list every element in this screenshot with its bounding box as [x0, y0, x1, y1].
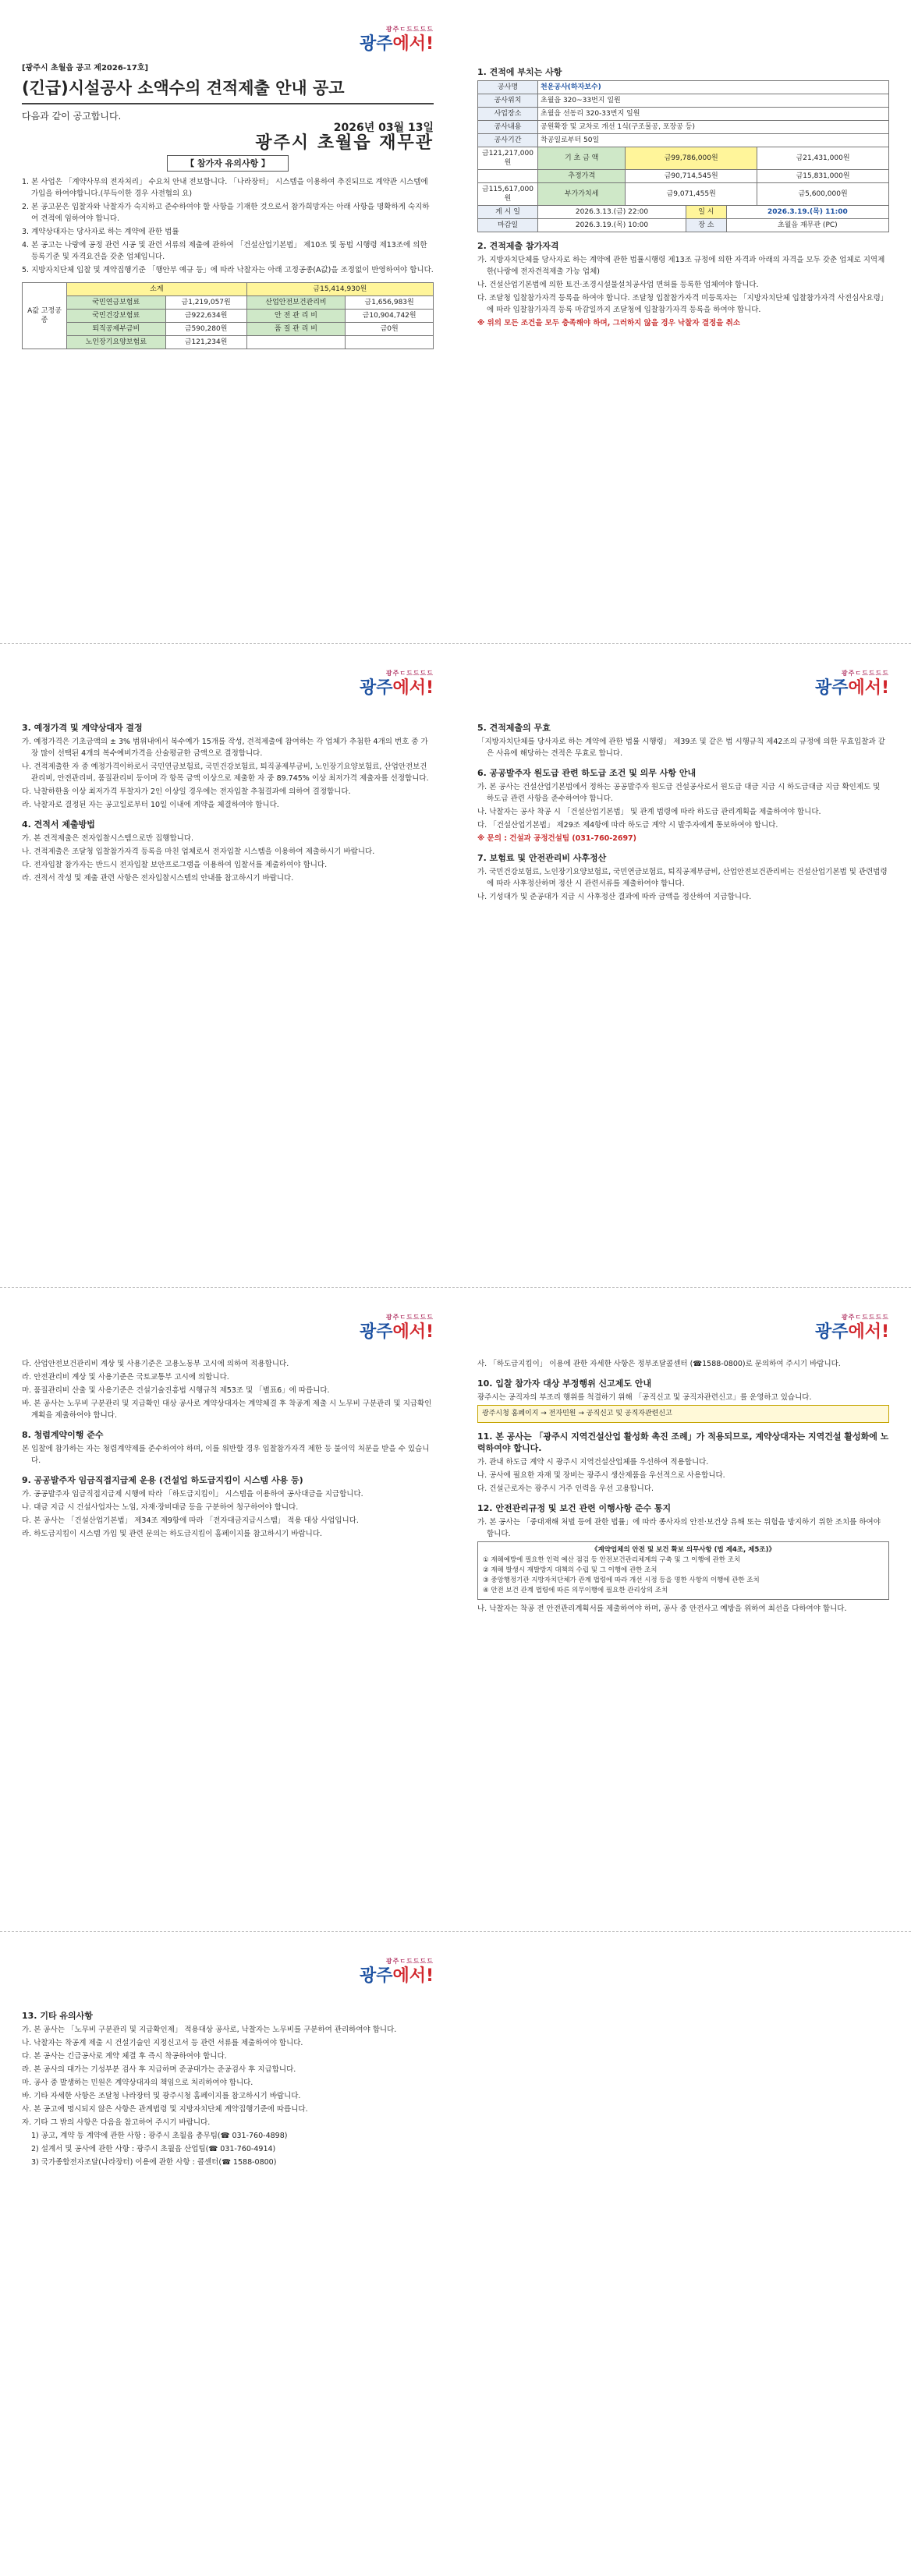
- intro-text: 다음과 같이 공고합니다.: [22, 111, 122, 122]
- project-info-table: [477, 80, 889, 147]
- brand-main-b: 에서!: [848, 1322, 889, 1342]
- brand-main-a: 광주: [814, 1322, 849, 1342]
- content-item: 다. 낙찰하한율 이상 최저가격 투찰자가 2인 이상일 경우에는 전자입찰 추첨결과에 의하여 결정합니다.: [22, 787, 351, 796]
- amount-cell: 금99,786,000원: [626, 147, 757, 170]
- content-item: 나. 대금 지급 시 건설사업자는 노임, 자재·장비대금 등을 구분하여 청구하여야 합니다.: [22, 1503, 299, 1512]
- submit-cell: 2026.3.19.(목) 11:00: [726, 206, 888, 219]
- info-key: 공사기간: [478, 134, 538, 147]
- content-item: 나. 낙찰자는 착공 전 안전관리계획서를 제출하여야 하며, 공사 중 안전사고 예방을 위하여 최선을 다하여야 합니다.: [477, 1605, 847, 1613]
- sheet-3: [0, 1288, 911, 1932]
- section-heading: 6. 공공발주자 원도급 관련 하도급 조건 및 의무 사항 안내: [477, 768, 697, 778]
- content-item: 라. 안전관리비 계상 및 사용기준은 국토교통부 고시에 의합니다.: [22, 1373, 229, 1382]
- qualification-item: 가. 지방자치단체를 당사자로 하는 계약에 관한 법률시행령 제13조 규정에 의한 자격과 아래의 자격을 모두 갖춘 업체로 지역제한(나랑에 전자견적제출 가능 업체): [477, 256, 885, 276]
- amount-cell: 금21,431,000원: [757, 147, 889, 170]
- section-heading: 2. 견적제출 참가자격: [477, 241, 559, 251]
- submit-cell: 게 시 일: [478, 206, 538, 219]
- note-item: 3. 계약상대자는 당사자로 하는 계약에 관한 법률: [22, 228, 179, 236]
- info-value: 초월읍 320~33번지 일원: [538, 94, 889, 108]
- content-item: 가. 국민건강보험료, 노인장기요양보험료, 국민연금보험료, 퇴직공제부금비, 산업안전보건관리비는 건설산업기본법 및 관련법령에 따라 사후정산하며 정산 시 관련서류를 제출하여야 합니다.: [477, 868, 888, 888]
- amount-cell: 기 초 금 액: [538, 147, 626, 170]
- safety-box-item: ③ 중앙행정기관 지방자치단체가 관계 법령에 따라 개선 시정 등을 명한 사항의 이행에 관한 조치: [483, 1576, 760, 1584]
- content-item: 가. 본 견적제출은 전자입찰시스템으로만 집행합니다.: [22, 834, 194, 843]
- submission-table: [477, 205, 889, 232]
- safety-obligations-box: [477, 1541, 889, 1600]
- cost-cell: 안 전 관 리 비: [246, 310, 346, 323]
- cost-cell: 금10,904,742원: [346, 310, 434, 323]
- content-item: 가. 본 공사는 「노무비 구분관리 및 지급확인제」 적용대상 공사로, 낙찰자는 노무비를 구분하여 관리하여야 합니다.: [22, 2026, 397, 2034]
- safety-box-item: ④ 안전 보건 관계 법령에 따른 의무이행에 필요한 관리상의 조치: [483, 1587, 668, 1594]
- issuing-org: 광주시 초월읍 재무관: [255, 133, 434, 153]
- content-item: 사. 「하도급지킴이」 이용에 관한 자세한 사항은 정부조달콜센터 (☎1588-0800)로 문의하여 주시기 바랍니다.: [477, 1360, 841, 1368]
- contact-line: 1) 공고, 계약 등 계약에 관한 사항 : 광주시 초월읍 총무팀(☎ 031-760-4898): [31, 2132, 288, 2140]
- cost-cell: 금590,280원: [165, 323, 246, 336]
- content-item: 다. 본 공사는 긴급공사로 계약 체결 후 즉시 착공하여야 합니다.: [22, 2052, 227, 2061]
- qualification-item: 나. 건설산업기본법에 의한 토건·조경시설물설치공사업 면허를 등록한 업체여야 합니다.: [477, 281, 759, 289]
- brand-main-a: 광주: [359, 678, 393, 698]
- amount-cell: 부가가치세: [538, 183, 626, 206]
- qualification-item: 다. 조달청 입찰참가자격 등록을 하여야 합니다. 조달청 입찰참가자격 미등록자는 「지방자치단체 입찰참가자격 사전심사요령」에 따라 입찰참가자격 등록 마감일까지 조달청에 입찰참가자격 등록을 하여야 합니다.: [477, 294, 888, 314]
- brand-logo: 광주ㄷ드드드드 광주에서!: [814, 1314, 889, 1342]
- amount-cell: [478, 170, 538, 183]
- sheet-1: [0, 0, 911, 644]
- section-heading: 8. 청렴계약이행 준수: [22, 1430, 104, 1440]
- content-item: 나. 견적제출은 조달청 입찰참가자격 등록을 마친 업체로서 전자입찰 시스템을 이용하여 제출하시기 바랍니다.: [22, 847, 375, 856]
- amount-table: [477, 147, 889, 206]
- contact-line: 3) 국가종합전자조달(나라장터) 이용에 관한 사항 : 콜센터(☎ 1588-0800): [31, 2158, 277, 2167]
- content-item: 바. 본 공사는 노무비 구분관리 및 지급확인 대상 공사로 계약상대자는 계약체결 후 착공계 제출 시 노무비 구분관리 및 지급확인 계획을 제출하여야 합니다.: [22, 1399, 432, 1420]
- brand-logo: 광주ㄷ드드드드 광주에서!: [359, 1314, 434, 1342]
- section-heading: 3. 예정가격 및 계약상대자 결정: [22, 723, 143, 733]
- cost-cell: [346, 336, 434, 349]
- content-item: 가. 관내 하도급 계약 시 광주시 지역건설산업체를 우선하여 적용합니다.: [477, 1458, 709, 1467]
- safety-box-item: ① 재해예방에 필요한 인력 예산 점검 등 안전보건관리체계의 구축 및 그 이행에 관한 조치: [483, 1556, 741, 1564]
- sheet4-left-column: [0, 1932, 456, 2576]
- section-heading: 9. 공공발주자 임금직접지급제 운용 (건설업 하도급지킴이 시스템 사용 등): [22, 1475, 303, 1485]
- content-item: 가. 본 공사는 「중대재해 처벌 등에 관한 법률」에 따라 종사자의 안전·보건상 유해 또는 위험을 방지하기 위한 조치를 하여야 합니다.: [477, 1518, 881, 1538]
- sheet1-left-column: [0, 0, 456, 644]
- content-item: 가. 본 공사는 건설산업기본법에서 정하는 공공발주자 원도급 건설공사로서 원도급 대금 지급 시 하도급대금 지급 확인제도 및 하도급 관련 사항을 준수하여야 합니다.: [477, 783, 881, 803]
- amount-cell: 추정가격: [538, 170, 626, 183]
- info-key: 공사위치: [478, 94, 538, 108]
- cost-cell: 금1,656,983원: [346, 296, 434, 310]
- content-item: 나. 공사에 필요한 자재 및 장비는 광주시 생산제품을 우선적으로 사용합니다.: [477, 1471, 725, 1480]
- amount-cell: 금121,217,000원: [478, 147, 538, 170]
- brand-main-b: 에서!: [392, 34, 434, 54]
- contacts-title: 자. 기타 그 밖의 사항은 다음을 참고하여 주시기 바랍니다.: [22, 2118, 211, 2127]
- cost-cell: [246, 336, 346, 349]
- section-heading: 13. 기타 유의사항: [22, 2011, 93, 2021]
- contact-note: ※ 문의 : 건설과 공정건설팀 (031-760-2697): [477, 834, 637, 843]
- amount-cell: 금115,617,000원: [478, 183, 538, 206]
- sheet1-right-column: [456, 0, 911, 644]
- content-item: 다. 전자입찰 참가자는 반드시 전자입찰 보안프로그램을 이용하여 입찰서를 제출하여야 합니다.: [22, 861, 328, 869]
- brand-main-a: 광주: [359, 1322, 393, 1342]
- cost-cell: 국민건강보험료: [67, 310, 166, 323]
- brand-logo: 광주ㄷ드드드드 광주에서!: [359, 1958, 434, 1986]
- info-value: 초월읍 선동리 320-33번지 일원: [538, 108, 889, 121]
- safety-box-title: 《계약업체의 안전 및 보건 확보 의무사항 (법 제4조, 제5조)》: [591, 1546, 775, 1554]
- section-heading: 5. 견적제출의 무효: [477, 723, 551, 733]
- content-item: 바. 기타 자세한 사항은 조달청 나라장터 및 광주시청 홈페이지를 참고하시기 바랍니다.: [22, 2092, 301, 2100]
- section-heading: 12. 안전관리규정 및 보건 관련 이행사항 준수 통지: [477, 1503, 672, 1513]
- content-item: 「지방자치단체를 당사자로 하는 계약에 관한 법률 시행령」 제39조 및 같은 법 시행규칙 제42조의 규정에 의한 무효입찰과 같은 사유에 해당하는 견적은 무효로 합니다.: [477, 738, 885, 758]
- brand-logo: 광주ㄷ드드드드 광주에서!: [359, 26, 434, 54]
- section-heading: 11. 본 공사는 「광주시 지역건설산업 활성화 촉진 조례」가 적용되므로, 계약상대자는 지역건설 활성화에 노력하여야 합니다.: [477, 1431, 889, 1453]
- submit-cell: 2026.3.19.(목) 10:00: [538, 219, 686, 232]
- amount-cell: 금5,600,000원: [757, 183, 889, 206]
- submit-cell: 장 소: [686, 219, 727, 232]
- brand-main-b: 에서!: [392, 1966, 434, 1986]
- fixed-cost-table: [22, 282, 434, 349]
- report-link-note[interactable]: 광주시청 홈페이지 → 전자민원 → 공직신고 및 공직자관련신고: [477, 1405, 889, 1423]
- fixed-cost-label: A값 고정공종: [23, 283, 67, 349]
- info-key: 사업장소: [478, 108, 538, 121]
- cost-cell: 금1,219,057원: [165, 296, 246, 310]
- page-title: (긴급)시설공사 소액수의 견적제출 안내 공고: [22, 78, 434, 104]
- section-heading: 4. 견적서 제출방법: [22, 819, 95, 830]
- sheet-4: [0, 1932, 911, 2576]
- sheet2-left-column: [0, 644, 456, 1288]
- sheet3-right-column: [456, 1288, 911, 1932]
- submit-cell: 일 시: [686, 206, 727, 219]
- brand-logo: 광주ㄷ드드드드 광주에서!: [359, 670, 434, 698]
- content-item: 라. 하도급지킴이 시스템 가입 및 관련 문의는 하도급지킴이 홈페이지를 참고하시기 바랍니다.: [22, 1530, 322, 1538]
- brand-main-a: 광주: [359, 1966, 393, 1986]
- cost-cell: 금0원: [346, 323, 434, 336]
- submit-cell: 2026.3.13.(금) 22:00: [538, 206, 686, 219]
- sheet2-right-column: [456, 644, 911, 1288]
- info-value: 천운공사(하자보수): [538, 81, 889, 94]
- content-item: 나. 기성대가 및 준공대가 지급 시 사후정산 결과에 따라 금액을 정산하여 지급합니다.: [477, 893, 752, 901]
- brand-main-b: 에서!: [848, 678, 889, 698]
- content-item: 본 입찰에 참가하는 자는 청렴계약제를 준수하여야 하며, 이를 위반할 경우 입찰참가자격 제한 등 불이익 처분을 받을 수 있습니다.: [22, 1445, 430, 1465]
- info-key: 공사내용: [478, 121, 538, 134]
- content-item: 다. 산업안전보건관리비 계상 및 사용기준은 고용노동부 고시에 의하여 적용합니다.: [22, 1360, 289, 1368]
- content-item: 마. 공사 중 발생하는 민원은 계약상대자의 책임으로 처리하여야 합니다.: [22, 2079, 253, 2087]
- cost-subtotal-value: 금15,414,930원: [246, 283, 433, 296]
- sheet4-right-column-blank: [456, 1932, 911, 2576]
- notice-date: 2026년 03월 13일: [333, 122, 434, 134]
- warning-note: ※ 위의 모든 조건을 모두 충족해야 하며, 그러하지 않을 경우 낙찰자 결정을 취소: [477, 319, 741, 327]
- section-heading: 1. 견적에 부치는 사항: [477, 67, 562, 77]
- content-item: 나. 낙찰자는 공사 착공 시 「건설산업기본법」 및 관계 법령에 따라 하도급 관리계획을 제출하여야 합니다.: [477, 808, 821, 816]
- content-item: 마. 품질관리비 산출 및 사용기준은 건설기술진흥법 시행규칙 제53조 및 「별표6」에 따릅니다.: [22, 1386, 330, 1395]
- content-item: 나. 견적제출한 자 중 예정가격이하로서 국민연금보험료, 국민건강보험료, 퇴직공제부금비, 노인장기요양보험료, 산업안전보건관리비, 안전관리비, 품질관리비 등이며 각 항목 금액 이상으로 제출한 자 중 89.745% 이상 최저가격 제출자를 선정합니다.: [22, 763, 429, 783]
- note-item: 1. 본 사업은 「계약사무의 전자처리」 수요처 안내 전보합니다. 「나라장터」 시스템을 이용하여 추진되므로 계약관 시스템에 가입을 하여야합니다.(부득이한 경우 사전협의 요): [22, 178, 428, 198]
- submit-cell: 마감일: [478, 219, 538, 232]
- brand-logo: 광주ㄷ드드드드 광주에서!: [814, 670, 889, 698]
- cost-cell: 노인장기요양보험료: [67, 336, 166, 349]
- content-item: 다. 「건설산업기본법」 제29조 제4항에 따라 하도급 계약 시 발주자에게 통보하여야 합니다.: [477, 821, 778, 830]
- brand-main-b: 에서!: [392, 678, 434, 698]
- brand-main-a: 광주: [814, 678, 849, 698]
- cost-cell: 퇴직공제부금비: [67, 323, 166, 336]
- cost-cell: 금121,234원: [165, 336, 246, 349]
- cost-cell: 산업안전보건관리비: [246, 296, 346, 310]
- cost-cell: 금922,634원: [165, 310, 246, 323]
- content-item: 다. 본 공사는 「건설산업기본법」 제34조 제9항에 따라 「전자대금지급시스템」 적용 대상 사업입니다.: [22, 1516, 359, 1525]
- cost-cell: 국민연금보험료: [67, 296, 166, 310]
- amount-cell: 금9,071,455원: [626, 183, 757, 206]
- cost-subtotal-label: 소계: [67, 283, 247, 296]
- section-heading: 10. 입찰 참가자 대상 부정행위 신고제도 안내: [477, 1378, 652, 1389]
- content-item: 라. 견적서 작성 및 제출 관련 사항은 전자입찰시스템의 안내를 참고하시기 바랍니다.: [22, 874, 294, 883]
- content-item: 라. 본 공사의 대가는 기성부분 검사 후 지급하며 준공대가는 준공검사 후 지급합니다.: [22, 2065, 296, 2074]
- note-item: 5. 지방자치단체 입찰 및 계약집행기준 「행안부 예규 등」에 따라 낙찰자는 아래 고정공종(A값)을 조정없이 반영하여야 합니다.: [22, 266, 434, 274]
- amount-cell: 금90,714,545원: [626, 170, 757, 183]
- notice-number: [광주시 초월읍 공고 제2026-17호]: [22, 64, 149, 73]
- amount-cell: 금15,831,000원: [757, 170, 889, 183]
- note-item: 4. 본 공고는 나랑에 공정 관련 시공 및 관련 서류의 제출에 관하여 「건설산업기본법」 제10조 및 동법 시행령 제13조에 의한 등록기준 및 자격요건을 갖춘 업체입니다.: [22, 241, 427, 261]
- cost-cell: 품 질 관 리 비: [246, 323, 346, 336]
- sheet-2: [0, 644, 911, 1288]
- submit-cell: 초월읍 재무관 (PC): [726, 219, 888, 232]
- content-item: 가. 공공발주자 임금직접지급제 시행에 따라 「하도급지킴이」 시스템을 이용하여 공사대금을 지급합니다.: [22, 1490, 363, 1499]
- content-item: 가. 예정가격은 기초금액의 ± 3% 범위내에서 복수예가 15개를 작성, 견적제출에 참여하는 각 업체가 추첨한 4개의 번호 중 가장 많이 선택된 4개의 복수예비가격을 산술평균한 금액으로 결정합니다.: [22, 738, 428, 758]
- safety-box-item: ② 재해 발생시 재발방지 대책의 수립 및 그 이행에 관한 조치: [483, 1566, 658, 1574]
- content-item: 다. 건설근로자는 광주시 거주 인력을 우선 고용합니다.: [477, 1484, 654, 1493]
- info-value: 공원확장 및 교차로 개선 1식(구조물공, 포장공 등): [538, 121, 889, 134]
- contact-line: 2) 설계서 및 공사에 관한 사항 : 광주시 초월읍 산업팀(☎ 031-760-4914): [31, 2145, 276, 2153]
- info-key: 공사명: [478, 81, 538, 94]
- content-item: 라. 낙찰자로 결정된 자는 공고일로부터 10일 이내에 계약을 체결하여야 합니다.: [22, 801, 279, 809]
- notes-title: 【 참가자 유의사항 】: [167, 155, 289, 172]
- section-heading: 7. 보험료 및 안전관리비 사후정산: [477, 853, 607, 863]
- brand-main-b: 에서!: [392, 1322, 434, 1342]
- brand-main-a: 광주: [359, 34, 393, 54]
- info-value: 착공일로부터 50일: [538, 134, 889, 147]
- content-item: 나. 낙찰자는 착공계 제출 시 건설기술인 지정신고서 등 관련 서류를 제출하여야 합니다.: [22, 2039, 303, 2047]
- sheet3-left-column: [0, 1288, 456, 1932]
- note-item: 2. 본 공고문은 입찰자와 낙찰자가 숙지하고 준수하여야 할 사항을 기재한 것으로서 참가희망자는 아래 사항을 명확하게 숙지하여 견적에 임하여야 합니다.: [22, 203, 430, 223]
- content-item: 광주시는 공직자의 부조리 행위를 척결하기 위해 「공직신고 및 공직자관련신고」를 운영하고 있습니다.: [477, 1393, 812, 1402]
- content-item: 사. 본 공고에 명시되지 않은 사항은 관계법령 및 지방자치단체 계약집행기준에 따릅니다.: [22, 2105, 308, 2114]
